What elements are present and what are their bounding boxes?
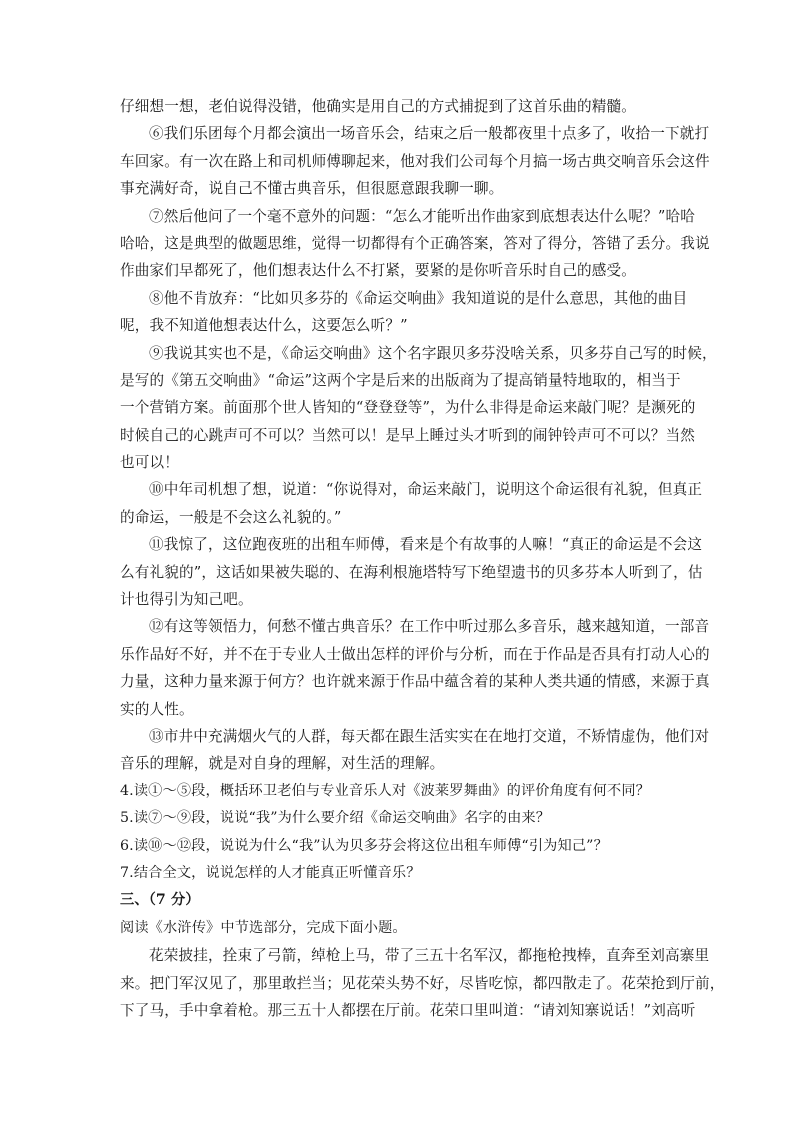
text-line: 阅读《水浒传》中节选部分，完成下面小题。	[120, 919, 407, 936]
paragraph	[120, 120, 710, 202]
paragraph	[120, 613, 710, 723]
text-line: 也可以！	[120, 454, 179, 472]
paragraph	[120, 340, 717, 477]
text-line: 一个营销方案。前面那个世人皆知的“登登登等”，为什么非得是命运来敲门呢？是濒死的	[120, 399, 696, 417]
text-line: ⑩中年司机想了想，说道：“你说得对，命运来敲门，说明这个命运很有礼貌，但真正	[149, 481, 703, 499]
text-line: ⑧他不肯放弃：“比如贝多芬的《命运交响曲》我知道说的是什么意思，其他的曲目	[149, 289, 688, 307]
paragraph	[120, 942, 725, 1024]
text-line: 乐作品好不好，并不在于专业人士做出怎样的评价与分析，而在于作品是否具有打动人心的	[120, 645, 710, 663]
text-line: 三、（7 分）	[120, 892, 200, 909]
text-line: 下了马，手中拿着枪。那三五十人都摆在厅前。花荣口里叫道：“请刘知寨说话！”刘高听	[120, 1001, 696, 1019]
text-line: 作曲家们早都死了，他们想表达什么不打紧，要紧的是你听音乐时自己的感受。	[120, 262, 637, 280]
question-item	[120, 860, 680, 887]
paragraph	[120, 285, 688, 340]
paragraph	[120, 476, 703, 531]
question-item	[120, 833, 680, 860]
text-line: 花荣披挂，拴束了弓箭，绰枪上马，带了三五十名军汉，都拖枪拽棒，直奔至刘高寨里	[149, 947, 710, 965]
text-line: ⑬市井中充满烟火气的人群，每天都在跟生活实实在在地打交道，不矫情虚伪，他们对	[149, 727, 710, 745]
text-line: 么有礼貌的”，这话如果被失聪的、在海利根施塔特写下绝望遗书的贝多芬本人听到了，估	[120, 563, 703, 581]
text-line: 实的人性。	[120, 700, 194, 718]
text-line: ⑦然后他问了一个毫不意外的问题：“怎么才能听出作曲家到底想表达什么呢？”哈哈	[149, 207, 695, 225]
text-line: 的命运，一般是不会这么礼貌的。”	[120, 508, 342, 526]
question-item	[120, 915, 680, 942]
text-line: ⑨我说其实也不是，《命运交响曲》这个名字跟贝多芬没啥关系，贝多芬自己写的时候，	[149, 344, 717, 362]
question-item	[120, 805, 680, 832]
paragraph	[120, 203, 710, 285]
text-line: 6.读⑩～⑫段，说说为什么“我”认为贝多芬会将这位出租车师傅“引为知己”？	[120, 837, 608, 854]
text-line: 呢，我不知道他想表达什么，这要怎么听？”	[120, 317, 408, 335]
text-line: 音乐的理解，就是对自身的理解，对生活的理解。	[120, 755, 445, 773]
document-page	[120, 93, 725, 1024]
text-line: ⑥我们乐团每个月都会演出一场音乐会，结束之后一般都夜里十点多了，收拾一下就打	[149, 125, 710, 143]
paragraph	[120, 723, 710, 778]
text-line: 7.结合全文，说说怎样的人才能真正听懂音乐？	[120, 864, 421, 881]
text-line: 时候自己的心跳声可不可以？当然可以！是早上睡过头才听到的闹钟铃声可不可以？当然	[120, 426, 696, 444]
text-line: 5.读⑦～⑨段，说说“我”为什么要介绍《命运交响曲》名字的由来？	[120, 810, 551, 827]
text-line: 仔细想一想，老伯说得没错，他确实是用自己的方式捕捉到了这首乐曲的精髓。	[120, 98, 637, 115]
paragraph	[120, 93, 680, 120]
text-line: 车回家。有一次在路上和司机师傅聊起来，他对我们公司每个月搞一场古典交响音乐会这件	[120, 152, 710, 170]
text-line: 来。把门军汉见了，那里敢拦当；见花荣头势不好，尽皆吃惊，都四散走了。花荣抢到厅前，	[120, 974, 725, 992]
text-line: 计也得引为知己吧。	[120, 591, 253, 609]
text-line: 事充满好奇，说自己不懂古典音乐，但很愿意跟我聊一聊。	[120, 180, 504, 198]
section-heading	[120, 887, 680, 914]
question-item	[120, 778, 680, 805]
text-line: 是写的《第五交响曲》“命运”这两个字是后来的出版商为了提高销量特地取的，相当于	[120, 371, 681, 389]
text-line: 4.读①～⑤段，概括环卫老伯与专业音乐人对《波莱罗舞曲》的评价角度有何不同？	[120, 782, 650, 799]
text-line: ⑪我惊了，这位跑夜班的出租车师傅，看来是个有故事的人嘛！“真正的命运是不会这	[149, 536, 703, 554]
text-line: 力量，这种力量来源于何方？也许就来源于作品中蕴含着的某种人类共通的情感，来源于真	[120, 673, 710, 691]
paragraph	[120, 531, 703, 613]
text-line: ⑫有这等领悟力，何愁不懂古典音乐？在工作中听过那么多音乐，越来越知道，一部音	[149, 618, 710, 636]
text-line: 哈哈，这是典型的做题思维，觉得一切都得有个正确答案，答对了得分，答错了丢分。我说	[120, 234, 710, 252]
